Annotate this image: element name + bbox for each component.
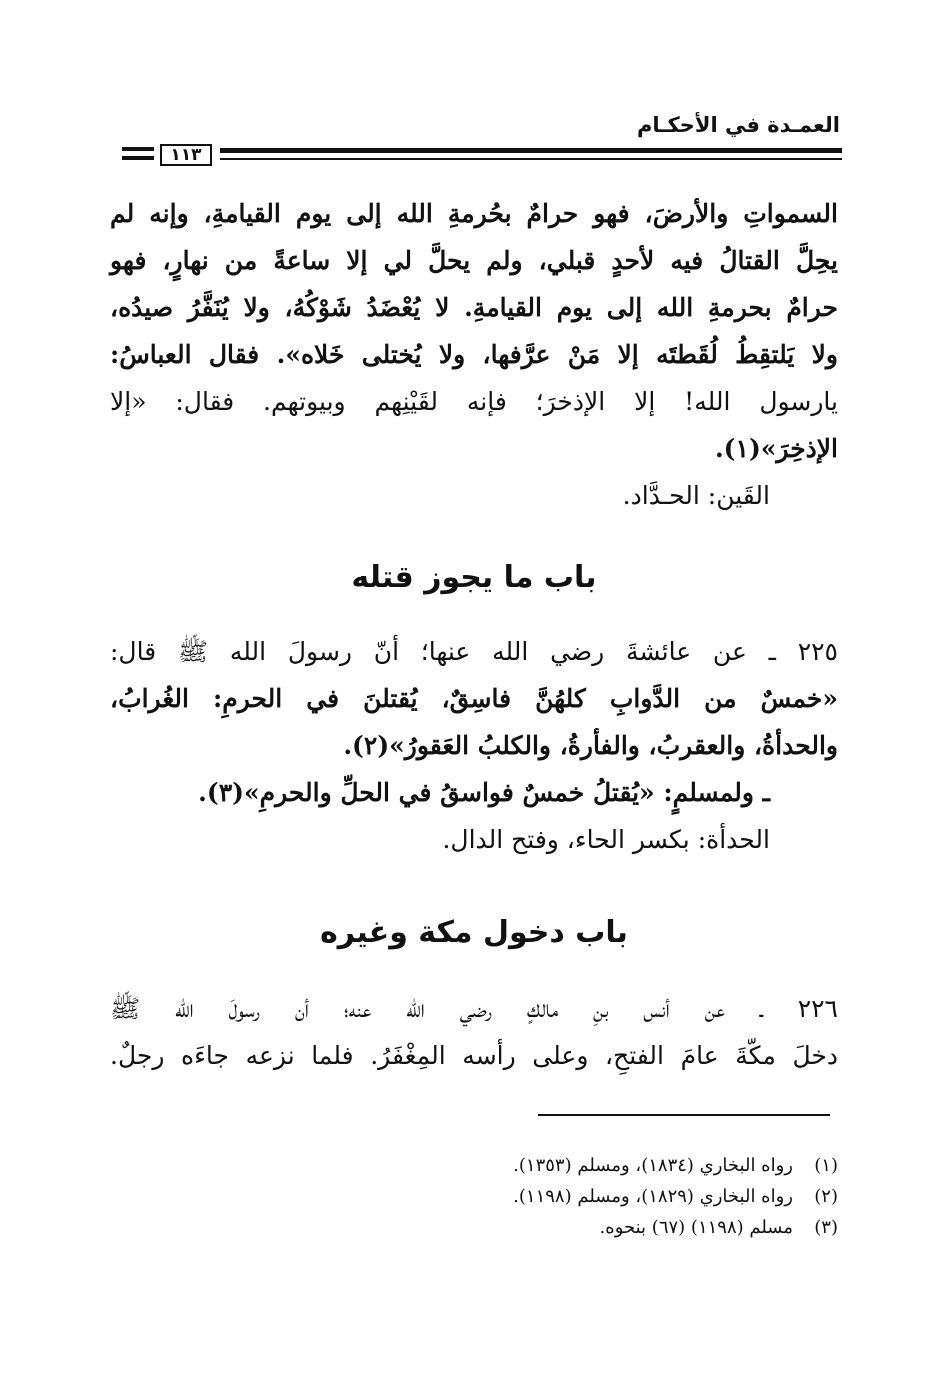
footnote <box>300 1212 838 1243</box>
running-title: العمـدة في الأحكـام <box>637 113 840 137</box>
hadith-line: دخلَ مكّةَ عامَ الفتحِ، وعلى رأسه المِغْفَرُ. فلما نزعه جاءَه رجلٌ. <box>110 1041 838 1070</box>
footnote-number: (٣) <box>814 1217 838 1238</box>
header-rule-thick <box>220 148 842 153</box>
hadith-line: ٢٢٥ ـ عن عائشةَ رضي الله عنها؛ أنّ رسولَ الله ﷺ قال: <box>110 637 838 666</box>
header-side-bar-bottom <box>122 156 154 160</box>
section2-body <box>110 985 838 1079</box>
footnote-text: رواه البخاري (١٨٢٩)، ومسلم (١١٩٨). <box>513 1186 793 1207</box>
hadith-gloss: الحدأة: بكسر الحاء، وفتح الدال. <box>442 825 770 854</box>
passage-line: يحِلَّ القتالُ فيه لأحدٍ قبلي، ولم يحلَّ لي إلا ساعةً من نهارٍ، فهو <box>110 246 838 275</box>
passage-gloss: القَين: الحـدَّاد. <box>622 481 770 510</box>
passage-line: الإذخِرَ»(١). <box>714 434 838 463</box>
footnote <box>300 1181 838 1212</box>
hadith-line: «خمسٌ من الدَّوابِ كلهُنَّ فاسِقٌ، يُقتلنَ في الحرمِ: الغُرابُ، <box>110 684 838 713</box>
header-side-bar-top <box>122 147 154 151</box>
hadith-line: والحدأةُ، والعقربُ، والفأرةُ، والكلبُ العَقورُ»(٢). <box>343 731 838 760</box>
section-heading: باب دخول مكة وغيره <box>320 915 628 950</box>
footnote-text: رواه البخاري (١٨٣٤)، ومسلم (١٣٥٣). <box>513 1155 793 1176</box>
footnotes <box>300 1150 838 1243</box>
passage-line: السمواتِ والأرضَ، فهو حرامٌ بحُرمةِ الله إلى يوم القيامةِ، وإنه لم <box>110 199 838 228</box>
passage-line: ولا يَلتقِطُ لُقَطتَه إلا مَنْ عرَّفها، ولا يُختلى خَلاه». فقال العباسُ: <box>110 340 838 369</box>
footnote <box>300 1150 838 1181</box>
footnote-number: (١) <box>814 1155 838 1176</box>
passage-line: يارسول الله! إلا الإذخرَ؛ فإنه لقَيْنِهم وبيوتهم. فقال: «إلا <box>110 387 838 416</box>
footnote-number: (٢) <box>814 1186 838 1207</box>
page-number: ١١٣ <box>160 144 212 166</box>
header-rule-thin <box>220 158 842 160</box>
hadith-line: ٢٢٦ ـ عن أنس بنِ مالكٍ رضي الله عنه؛ أن رسولَ الله ﷺ <box>110 994 838 1023</box>
passage <box>110 190 838 519</box>
hadith-variant: ـ ولمسلمٍ: «يُقتلُ خمسٌ فواسقُ في الحلِّ والحرمِ»(٣). <box>198 778 770 807</box>
section1-body <box>110 628 838 863</box>
section-heading: باب ما يجوز قتله <box>351 560 597 595</box>
footnote-separator <box>538 1114 830 1116</box>
passage-line: حرامٌ بحرمةِ الله إلى يوم القيامةِ. لا يُعْضَدُ شَوْكُهُ، ولا يُنَفَّرُ صيدُه، <box>110 293 838 322</box>
footnote-text: مسلم (١١٩٨) (٦٧) بنحوه. <box>599 1217 793 1238</box>
